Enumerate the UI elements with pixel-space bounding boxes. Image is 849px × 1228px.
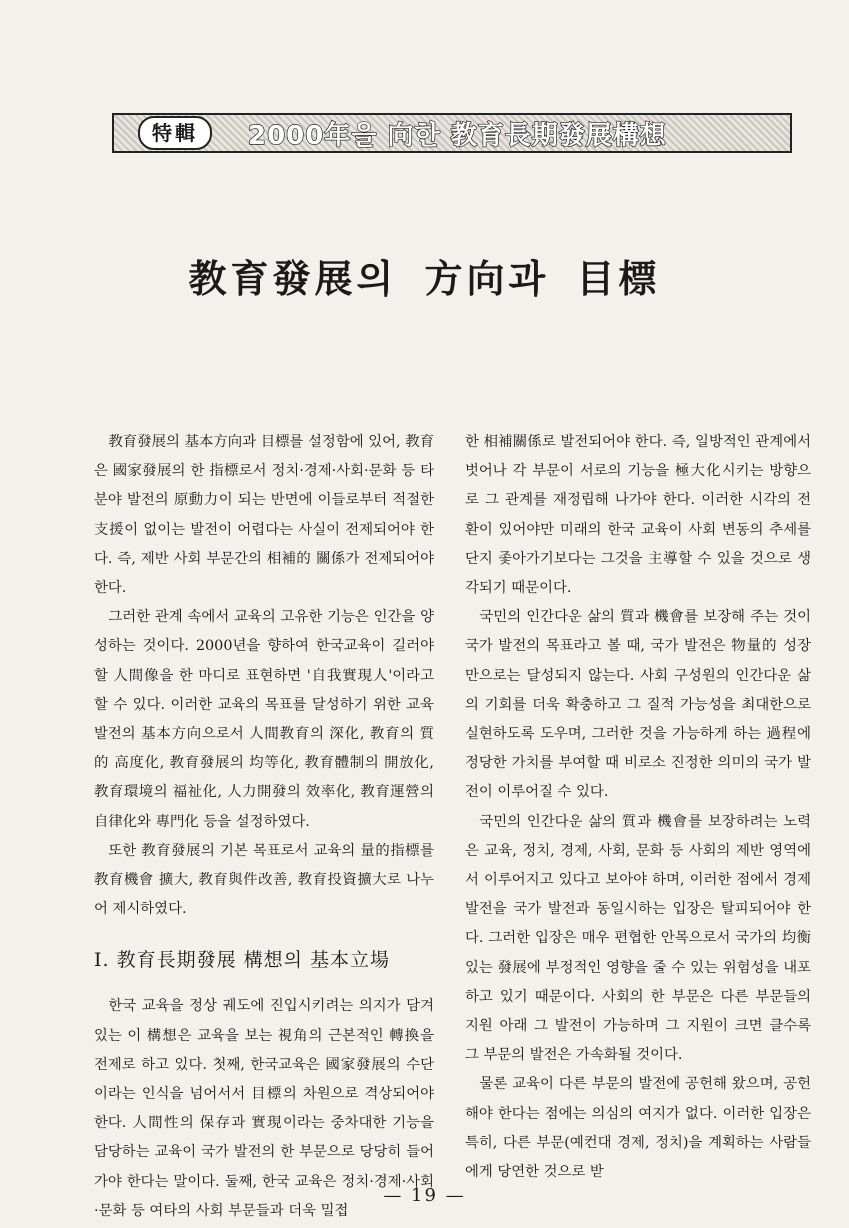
- paragraph: 한국 교육을 정상 궤도에 진입시키려는 의지가 담겨 있는 이 構想은 교육을 보는 視角의 근본적인 轉換을 전제로 하고 있다. 첫째, 한국교육은 國家發展의 수단이라는 인식을 넘어서서 目標의 차원으로 격상되어야 한다. 人間性의 保存과 實現이라는 중차대한 기능을 담당하는 교육이 국가 발전의 한 부문으로 당당히 들어가야 한다는 말이다. 둘째, 한국 교육은 정치·경제·사회·문화 등 여타의 사회 부문들과 더욱 밀접: [94, 998, 434, 1219]
- paragraph: 국민의 인간다운 삶의 質과 機會를 보장하려는 노력은 교육, 정치, 경제, 사회, 문화 등 사회의 제반 영역에서 이루어지고 있다고 보아야 하며, 이러한 점에서 경제 발전을 국가 발전과 동일시하는 입장은 탈피되어야 한다. 그러한 입장은 매우 편협한 안목으로서 국가의 均衡 있는 發展에 부정적인 영향을 줄 수 있는 위험성을 내포하고 있기 때문이다. 사회의 한 부문은 다른 부문들의 지원 아래 그 발전이 가능하며 그 지원이 크면 클수록 그 부문의 발전은 가속화될 것이다.: [465, 813, 811, 1064]
- paragraph: 국민의 인간다운 삶의 質과 機會를 보장해 주는 것이 국가 발전의 목표라고 볼 때, 국가 발전은 物量的 성장만으로는 달성되지 않는다. 사회 구성원의 인간다운 삶의 기회를 더욱 확충하고 그 질적 가능성을 최대한으로 실현하도록 도우며, 그러한 것을 가능하게 하는 過程에 정당한 가치를 부여할 때 비로소 진정한 의미의 국가 발전이 이루어질 수 있다.: [465, 609, 811, 801]
- paragraph: 그러한 관계 속에서 교육의 고유한 기능은 인간을 양성하는 것이다. 2000년을 향하여 한국교육이 길러야 할 人間像을 한 마디로 표현하면 '自我實現人'이라고 할 수 있다. 이러한 교육의 목표를 달성하기 위한 교육 발전의 基本方向으로서 人間教育의 深化, 教育의 質的 高度化, 教育發展의 均等化, 教育體制의 開放化, 教育環境의 福祉化, 人力開發의 效率化, 教育運營의 自律化와 專門化 등을 설정하였다.: [94, 609, 434, 830]
- paragraph: 한 相補關係로 발전되어야 한다. 즉, 일방적인 관계에서 벗어나 각 부문이 서로의 기능을 極大化시키는 방향으로 그 관계를 재정립해 나가야 한다. 이러한 시각의 전환이 있어야만 미래의 한국 교육이 사회 변동의 추세를 단지 좇아가기보다는 그것을 主導할 수 있을 것으로 생각되기 때문이다.: [465, 434, 811, 597]
- right-column: [465, 428, 811, 1187]
- paragraph: 教育發展의 基本方向과 目標를 설정함에 있어, 教育은 國家發展의 한 指標로서 정치·경제·사회·문화 등 타 분야 발전의 原動力이 되는 반면에 이들로부터 적절한 支援이 없이는 발전이 어렵다는 사실이 전제되어야 한다. 즉, 제반 사회 부문간의 相補的 關係가 전제되어야 한다.: [94, 434, 434, 597]
- banner-tag: 特輯: [138, 116, 212, 150]
- banner-title: 2000年을 向한 教育長期發展構想: [248, 120, 667, 151]
- paragraph: 물론 교육이 다른 부문의 발전에 공헌해 왔으며, 공헌해야 한다는 점에는 의심의 여지가 없다. 이러한 입장은 특히, 다른 부문(예컨대 경제, 정치)을 계획하는 사람들에게 당연한 것으로 받: [465, 1076, 811, 1181]
- page-number: — 19 —: [383, 1185, 466, 1206]
- special-feature-banner: [112, 113, 792, 153]
- article-title: 教育發展의 方向과 目標: [188, 256, 661, 301]
- section-heading: Ⅰ. 教育長期發展 構想의 基本立場: [94, 949, 391, 972]
- left-column: [94, 428, 434, 1226]
- paragraph: 또한 教育發展의 기본 목표로서 교육의 量的指標를 教育機會 擴大, 教育與件改善, 教育投資擴大로 나누어 제시하였다.: [94, 842, 434, 918]
